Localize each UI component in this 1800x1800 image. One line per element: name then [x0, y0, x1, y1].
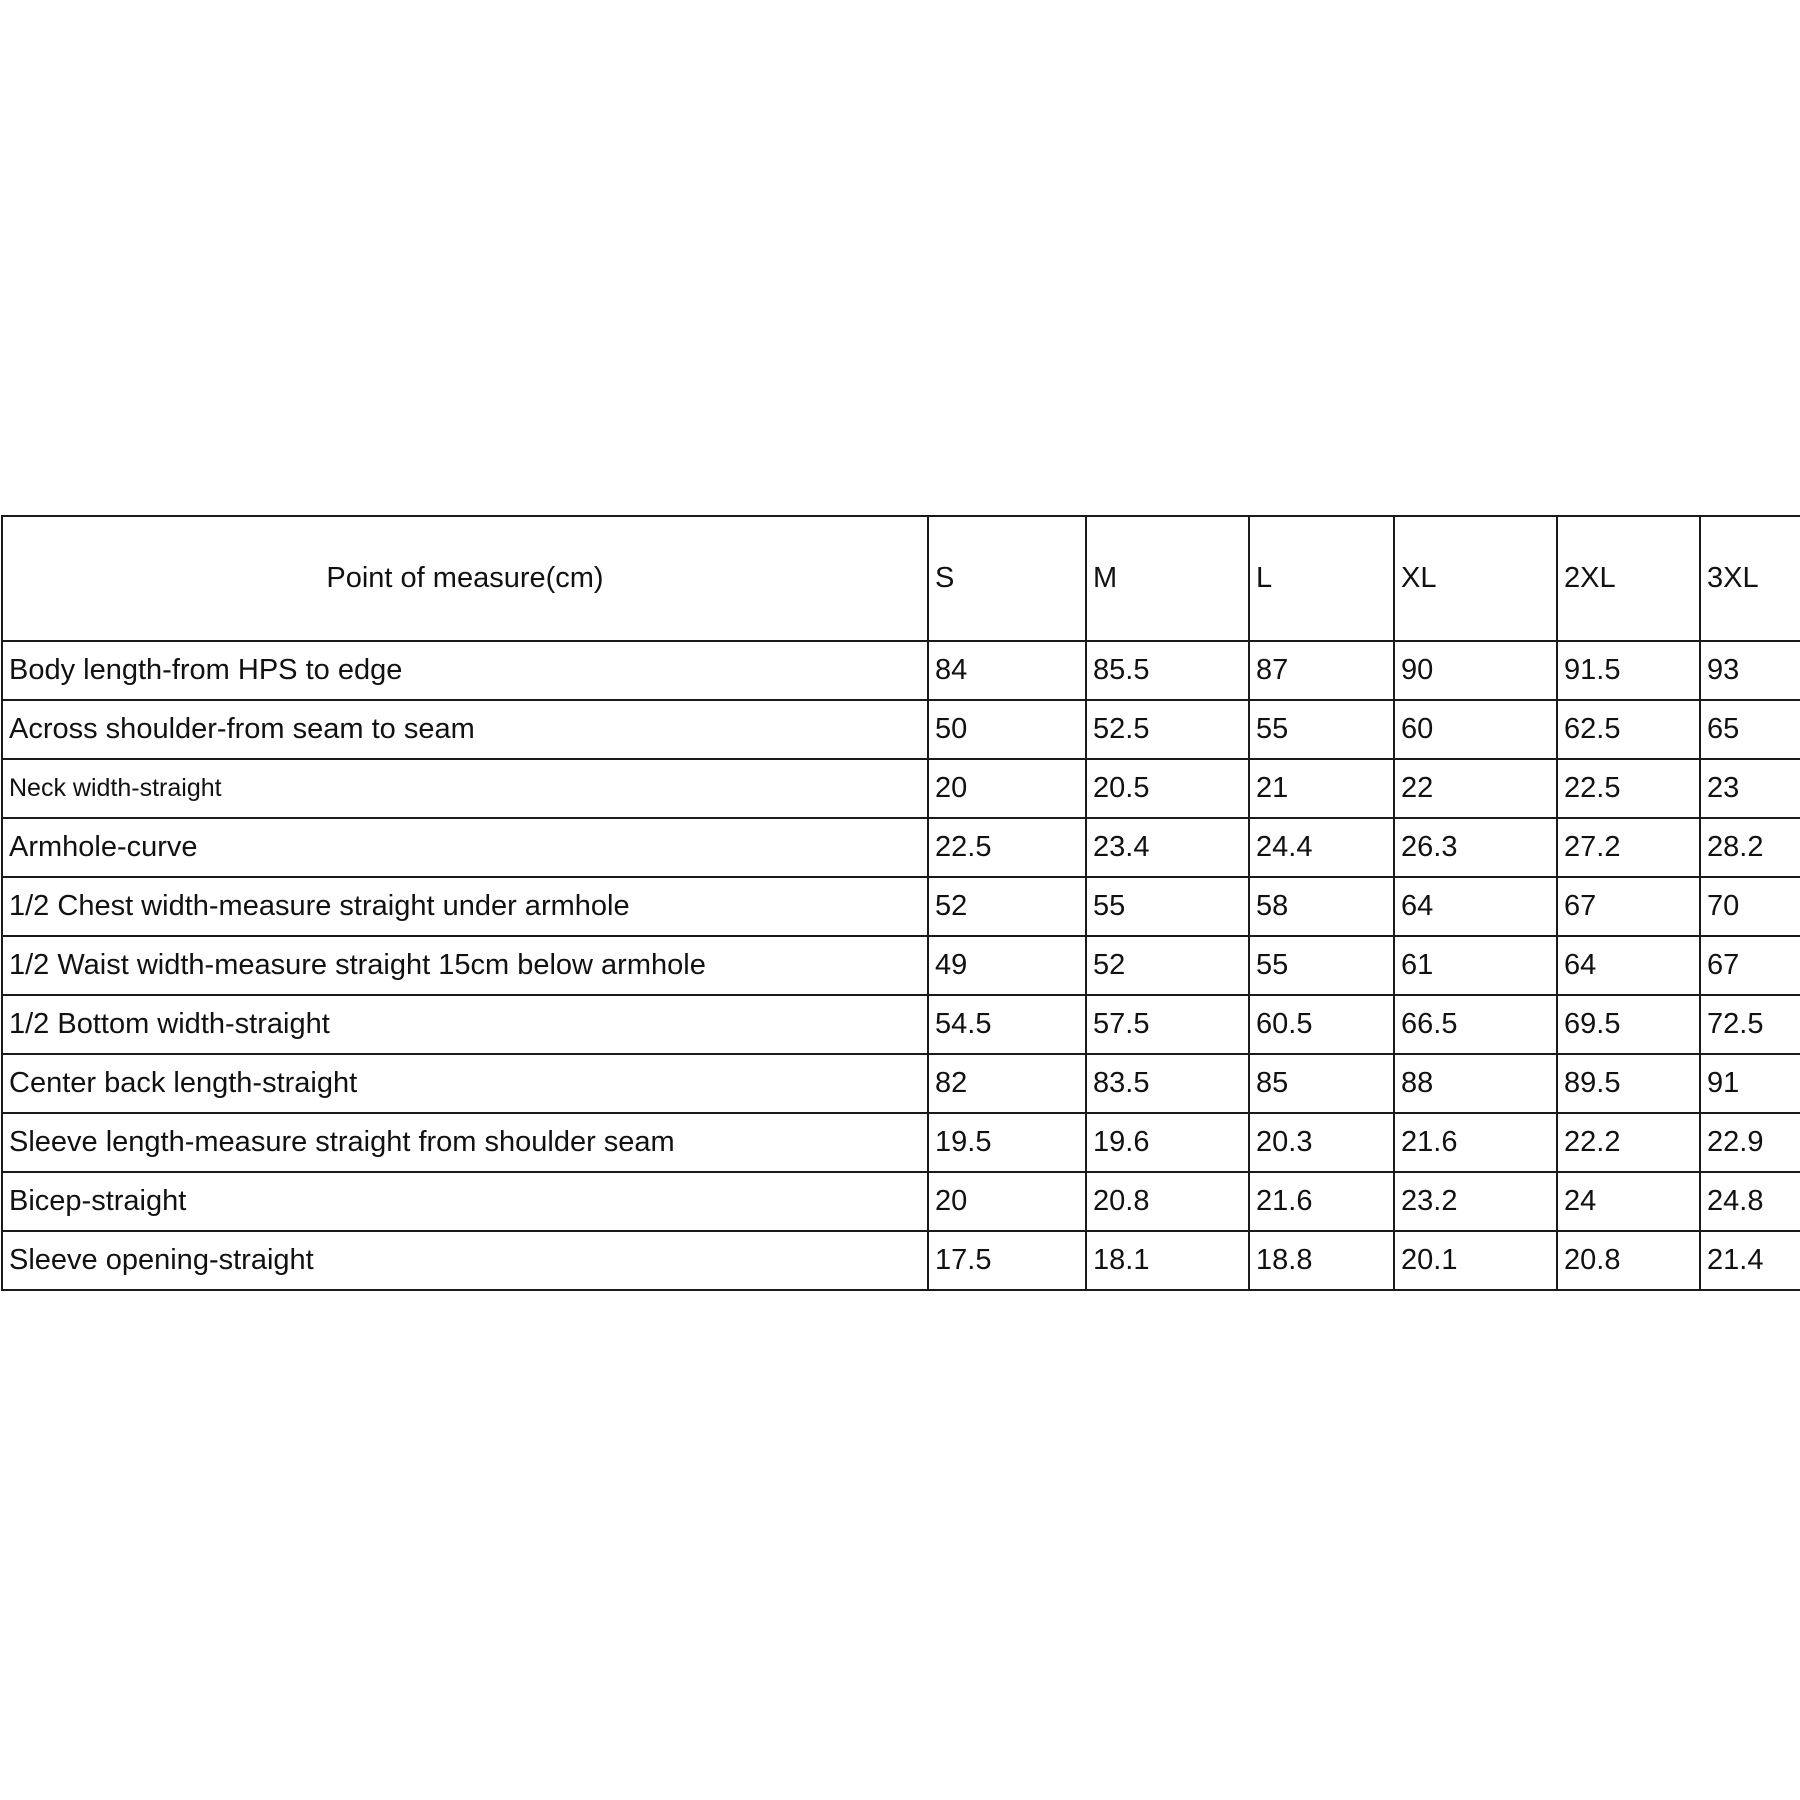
- measure-value: 28.2: [1700, 818, 1800, 877]
- measure-value: 55: [1086, 877, 1249, 936]
- measure-value: 22.5: [928, 818, 1086, 877]
- table-row: [2, 1113, 1800, 1172]
- table-row: [2, 936, 1800, 995]
- header-size-m: M: [1086, 516, 1249, 641]
- measure-value: 64: [1557, 936, 1700, 995]
- measure-value: 17.5: [928, 1231, 1086, 1290]
- table-row: [2, 995, 1800, 1054]
- measure-value: 55: [1249, 936, 1394, 995]
- measure-value: 20.8: [1557, 1231, 1700, 1290]
- header-size-l: L: [1249, 516, 1394, 641]
- measure-label: 1/2 Chest width-measure straight under armhole: [2, 877, 928, 936]
- measure-value: 26.3: [1394, 818, 1557, 877]
- measure-value: 60: [1394, 700, 1557, 759]
- measure-value: 52: [1086, 936, 1249, 995]
- measure-value: 67: [1700, 936, 1800, 995]
- measure-value: 22.9: [1700, 1113, 1800, 1172]
- measure-value: 64: [1394, 877, 1557, 936]
- header-size-xl: XL: [1394, 516, 1557, 641]
- measure-value: 24.4: [1249, 818, 1394, 877]
- measure-value: 69.5: [1557, 995, 1700, 1054]
- measure-value: 55: [1249, 700, 1394, 759]
- table-row: [2, 700, 1800, 759]
- measure-label: Bicep-straight: [2, 1172, 928, 1231]
- measure-value: 23: [1700, 759, 1800, 818]
- measure-value: 24: [1557, 1172, 1700, 1231]
- table-row: [2, 759, 1800, 818]
- measure-value: 66.5: [1394, 995, 1557, 1054]
- measure-label: Across shoulder-from seam to seam: [2, 700, 928, 759]
- measure-value: 85.5: [1086, 641, 1249, 700]
- measure-value: 62.5: [1557, 700, 1700, 759]
- measure-value: 22.5: [1557, 759, 1700, 818]
- measure-value: 20.1: [1394, 1231, 1557, 1290]
- size-chart-table: [1, 515, 1800, 1291]
- table-row: [2, 1172, 1800, 1231]
- measure-value: 19.6: [1086, 1113, 1249, 1172]
- measure-value: 20: [928, 759, 1086, 818]
- measure-label: Sleeve opening-straight: [2, 1231, 928, 1290]
- table-row: [2, 818, 1800, 877]
- measure-value: 89.5: [1557, 1054, 1700, 1113]
- table-row: [2, 1231, 1800, 1290]
- measure-value: 21: [1249, 759, 1394, 818]
- measure-label: Neck width-straight: [2, 759, 928, 818]
- measure-value: 82: [928, 1054, 1086, 1113]
- measure-value: 50: [928, 700, 1086, 759]
- header-point-of-measure: Point of measure(cm): [2, 516, 928, 641]
- measure-value: 20: [928, 1172, 1086, 1231]
- measure-value: 93: [1700, 641, 1800, 700]
- measure-value: 88: [1394, 1054, 1557, 1113]
- measure-value: 20.3: [1249, 1113, 1394, 1172]
- measure-value: 70: [1700, 877, 1800, 936]
- measure-value: 23.2: [1394, 1172, 1557, 1231]
- table-row: [2, 877, 1800, 936]
- measure-value: 57.5: [1086, 995, 1249, 1054]
- measure-label: Armhole-curve: [2, 818, 928, 877]
- measure-value: 87: [1249, 641, 1394, 700]
- header-size-2xl: 2XL: [1557, 516, 1700, 641]
- measure-value: 20.8: [1086, 1172, 1249, 1231]
- measure-value: 83.5: [1086, 1054, 1249, 1113]
- measure-value: 60.5: [1249, 995, 1394, 1054]
- header-size-3xl: 3XL: [1700, 516, 1800, 641]
- measure-value: 18.1: [1086, 1231, 1249, 1290]
- measure-value: 58: [1249, 877, 1394, 936]
- measure-value: 52: [928, 877, 1086, 936]
- measure-value: 91: [1700, 1054, 1800, 1113]
- measure-value: 61: [1394, 936, 1557, 995]
- measure-value: 21.4: [1700, 1231, 1800, 1290]
- measure-value: 22: [1394, 759, 1557, 818]
- measure-value: 22.2: [1557, 1113, 1700, 1172]
- measure-value: 72.5: [1700, 995, 1800, 1054]
- measure-value: 67: [1557, 877, 1700, 936]
- measure-value: 23.4: [1086, 818, 1249, 877]
- measure-label: Sleeve length-measure straight from shoulder seam: [2, 1113, 928, 1172]
- measure-value: 85: [1249, 1054, 1394, 1113]
- measure-value: 54.5: [928, 995, 1086, 1054]
- measure-label: Body length-from HPS to edge: [2, 641, 928, 700]
- measure-value: 91.5: [1557, 641, 1700, 700]
- header-row: [2, 516, 1800, 641]
- measure-value: 65: [1700, 700, 1800, 759]
- measure-label: 1/2 Waist width-measure straight 15cm below armhole: [2, 936, 928, 995]
- measure-label: 1/2 Bottom width-straight: [2, 995, 928, 1054]
- measure-value: 21.6: [1394, 1113, 1557, 1172]
- table-row: [2, 1054, 1800, 1113]
- measure-value: 84: [928, 641, 1086, 700]
- measure-value: 90: [1394, 641, 1557, 700]
- header-size-s: S: [928, 516, 1086, 641]
- measure-value: 20.5: [1086, 759, 1249, 818]
- measure-label: Center back length-straight: [2, 1054, 928, 1113]
- measure-value: 18.8: [1249, 1231, 1394, 1290]
- measure-value: 21.6: [1249, 1172, 1394, 1231]
- table-row: [2, 641, 1800, 700]
- measure-value: 27.2: [1557, 818, 1700, 877]
- measure-value: 19.5: [928, 1113, 1086, 1172]
- measure-value: 52.5: [1086, 700, 1249, 759]
- measure-value: 49: [928, 936, 1086, 995]
- measure-value: 24.8: [1700, 1172, 1800, 1231]
